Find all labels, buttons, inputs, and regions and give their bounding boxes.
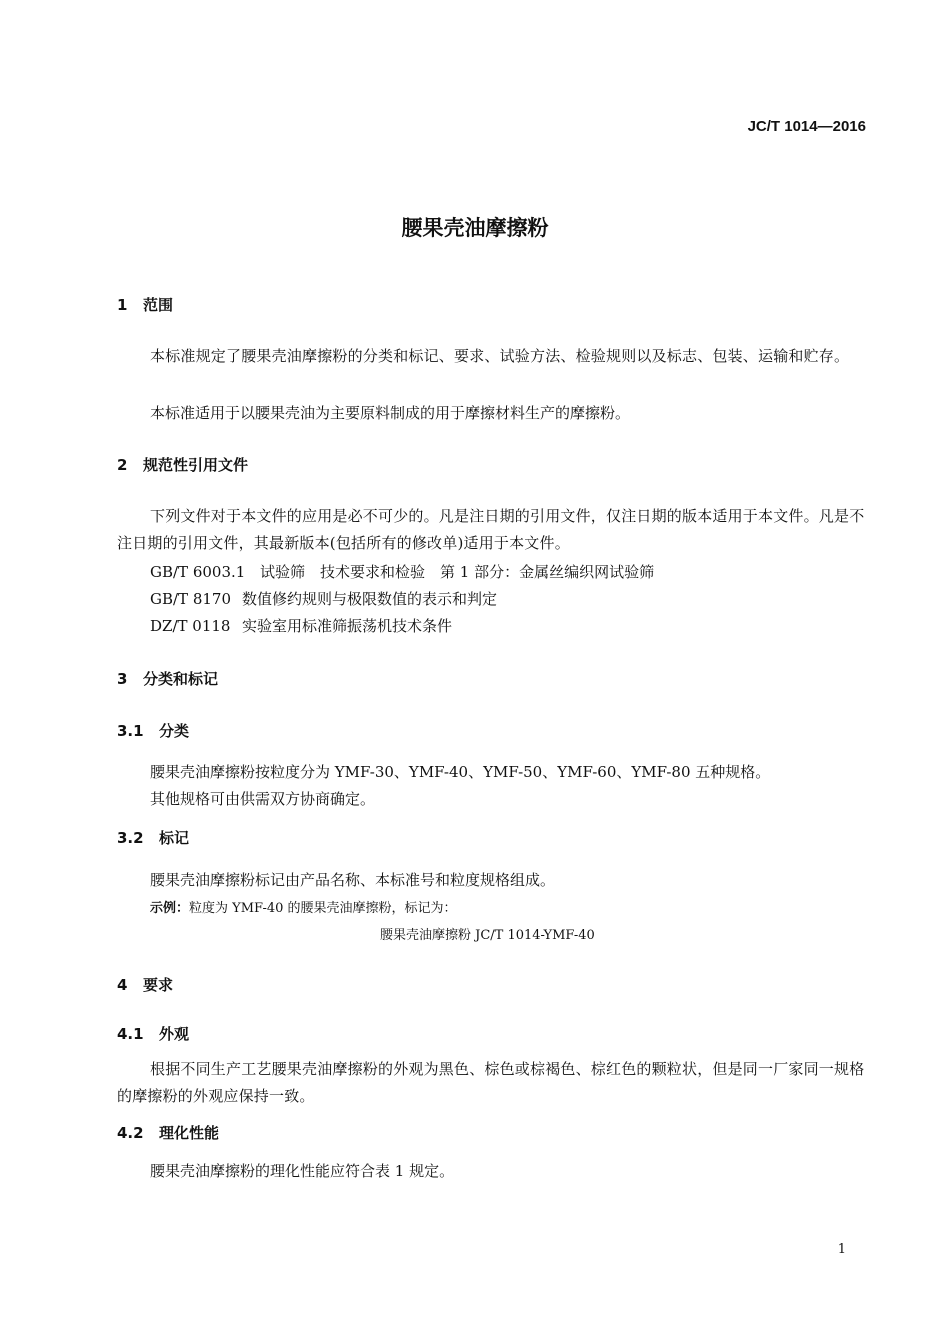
subsection-3-1-line-1: 腰果壳油摩擦粉按粒度分为 YMF-30、YMF-40、YMF-50、YMF-60、YMF-80 五种规格。	[150, 763, 771, 781]
page-number: 1	[837, 1242, 846, 1257]
section-1-para-1: 本标准规定了腰果壳油摩擦粉的分类和标记、要求、试验方法、检验规则以及标志、包装、运输和贮存。	[150, 347, 850, 365]
subsection-4-1-para: 根据不同生产工艺腰果壳油摩擦粉的外观为黑色、棕色或棕褐色、棕红色的颗粒状，但是同一厂家同一规格的摩擦粉的外观应保持一致。	[117, 1060, 865, 1105]
section-1-para-2: 本标准适用于以腰果壳油为主要原料制成的用于摩擦材料生产的摩擦粉。	[150, 404, 631, 422]
subsection-3-2-heading: 3.2 标记	[117, 829, 190, 847]
section-2-para-1: 下列文件对于本文件的应用是必不可少的。凡是注日期的引用文件，仅注日期的版本适用于本文件。凡是不注日期的引用文件，其最新版本(包括所有的修改单)适用于本文件。	[117, 507, 865, 552]
subsection-4-2-para: 腰果壳油摩擦粉的理化性能应符合表 1 规定。	[150, 1162, 455, 1180]
reference-item: GB/T 6003.1 试验筛 技术要求和检验 第 1 部分：金属丝编织网试验筛	[150, 563, 655, 581]
document-title: 腰果壳油摩擦粉	[401, 216, 549, 240]
section-2-heading: 2 规范性引用文件	[117, 456, 249, 474]
subsection-4-1-heading: 4.1 外观	[117, 1025, 190, 1043]
reference-item: GB/T 8170 数值修约规则与极限数值的表示和判定	[150, 590, 498, 608]
subsection-4-2-heading: 4.2 理化性能	[117, 1124, 220, 1142]
section-3-heading: 3 分类和标记	[117, 670, 219, 688]
section-4-heading: 4 要求	[117, 976, 174, 994]
example-mark: 腰果壳油摩擦粉 JC/T 1014-YMF-40	[380, 928, 595, 943]
subsection-3-2-line-1: 腰果壳油摩擦粉标记由产品名称、本标准号和粒度规格组成。	[150, 871, 556, 889]
standard-code: JC/T 1014—2016	[747, 118, 866, 135]
subsection-3-1-line-2: 其他规格可由供需双方协商确定。	[150, 790, 376, 808]
subsection-3-1-heading: 3.1 分类	[117, 722, 190, 740]
example-line: 示例：粒度为 YMF-40 的腰果壳油摩擦粉，标记为：	[150, 901, 457, 916]
reference-item: DZ/T 0118 实验室用标准筛振荡机技术条件	[150, 617, 453, 635]
section-1-heading: 1 范围	[117, 296, 174, 314]
